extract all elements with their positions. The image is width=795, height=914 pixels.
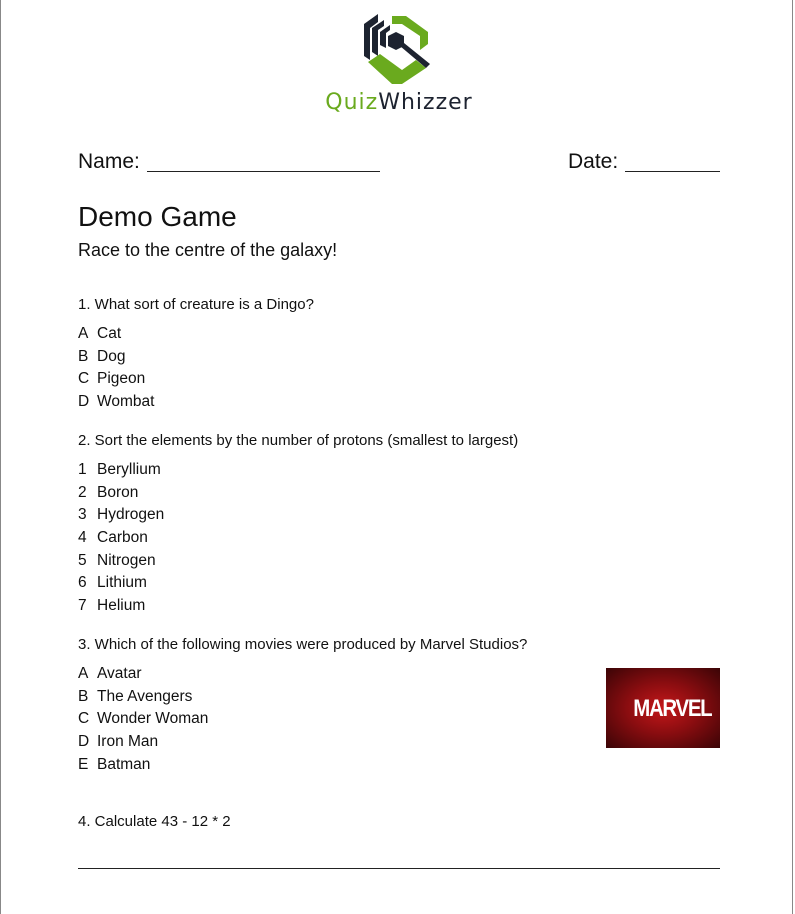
option-label: Iron Man — [97, 733, 159, 750]
question-3-option — [78, 710, 208, 728]
question-2-option — [78, 597, 145, 615]
quizwhizzer-logo-icon — [362, 12, 436, 86]
question-2-option — [78, 574, 147, 592]
question-2-option — [78, 506, 164, 524]
question-3-option — [78, 688, 192, 706]
logo-text-quiz: Quiz — [325, 90, 379, 115]
option-label: Nitrogen — [97, 552, 156, 569]
option-key: 1 — [78, 461, 87, 478]
question-3-option — [78, 665, 142, 683]
question-2-option — [78, 484, 138, 502]
option-label: Carbon — [97, 529, 148, 546]
name-label: Name: — [78, 150, 140, 173]
question-2-option — [78, 552, 156, 570]
option-label: Batman — [97, 756, 151, 773]
option-key: E — [78, 756, 89, 773]
option-label: Boron — [97, 484, 139, 501]
option-key: 6 — [78, 574, 87, 591]
option-label: Avatar — [97, 665, 142, 682]
page-subtitle: Race to the centre of the galaxy! — [78, 240, 338, 260]
name-blank-line — [147, 171, 380, 172]
option-key: 4 — [78, 529, 87, 546]
option-key: D — [78, 393, 90, 410]
name-date-row — [78, 150, 720, 178]
question-3-option — [78, 756, 150, 774]
question-1-option — [78, 393, 154, 411]
option-label: Helium — [97, 597, 146, 614]
question-1-option — [78, 370, 145, 388]
option-key: C — [78, 710, 90, 727]
option-key: 5 — [78, 552, 87, 569]
question-1-option — [78, 348, 125, 366]
date-blank-line — [625, 171, 720, 172]
page-title: Demo Game — [78, 201, 237, 232]
option-label: Cat — [97, 325, 122, 342]
answer-blank-line — [78, 868, 720, 869]
quizwhizzer-logo — [325, 12, 473, 117]
option-key: B — [78, 688, 89, 705]
question-2-text: 2. Sort the elements by the number of protons (smallest to largest) — [78, 432, 519, 449]
question-4-text: 4. Calculate 43 - 12 * 2 — [78, 813, 231, 830]
option-label: Lithium — [97, 574, 147, 591]
option-label: Hydrogen — [97, 506, 165, 523]
option-key: A — [78, 665, 89, 682]
date-label: Date: — [568, 150, 619, 173]
question-1-text: 1. What sort of creature is a Dingo? — [78, 296, 314, 313]
option-label: Dog — [97, 348, 126, 365]
option-label: Wombat — [97, 393, 155, 410]
option-label: The Avengers — [97, 688, 193, 705]
question-2-option — [78, 529, 148, 547]
logo-text-whizzer: Whizzer — [378, 90, 473, 115]
question-2-option — [78, 461, 161, 479]
question-3-text: 3. Which of the following movies were produced by Marvel Studios? — [78, 636, 528, 653]
option-label: Beryllium — [97, 461, 161, 478]
option-key: C — [78, 370, 90, 387]
option-key: 7 — [78, 597, 87, 614]
option-key: A — [78, 325, 89, 342]
option-key: 2 — [78, 484, 87, 501]
marvel-logo-text: MARVEL — [633, 695, 712, 722]
option-key: B — [78, 348, 89, 365]
option-label: Wonder Woman — [97, 710, 209, 727]
logo-wordmark — [325, 90, 473, 115]
marvel-image — [606, 668, 720, 748]
option-key: D — [78, 733, 90, 750]
question-1-option — [78, 325, 121, 343]
option-label: Pigeon — [97, 370, 146, 387]
question-3-option — [78, 733, 158, 751]
option-key: 3 — [78, 506, 87, 523]
